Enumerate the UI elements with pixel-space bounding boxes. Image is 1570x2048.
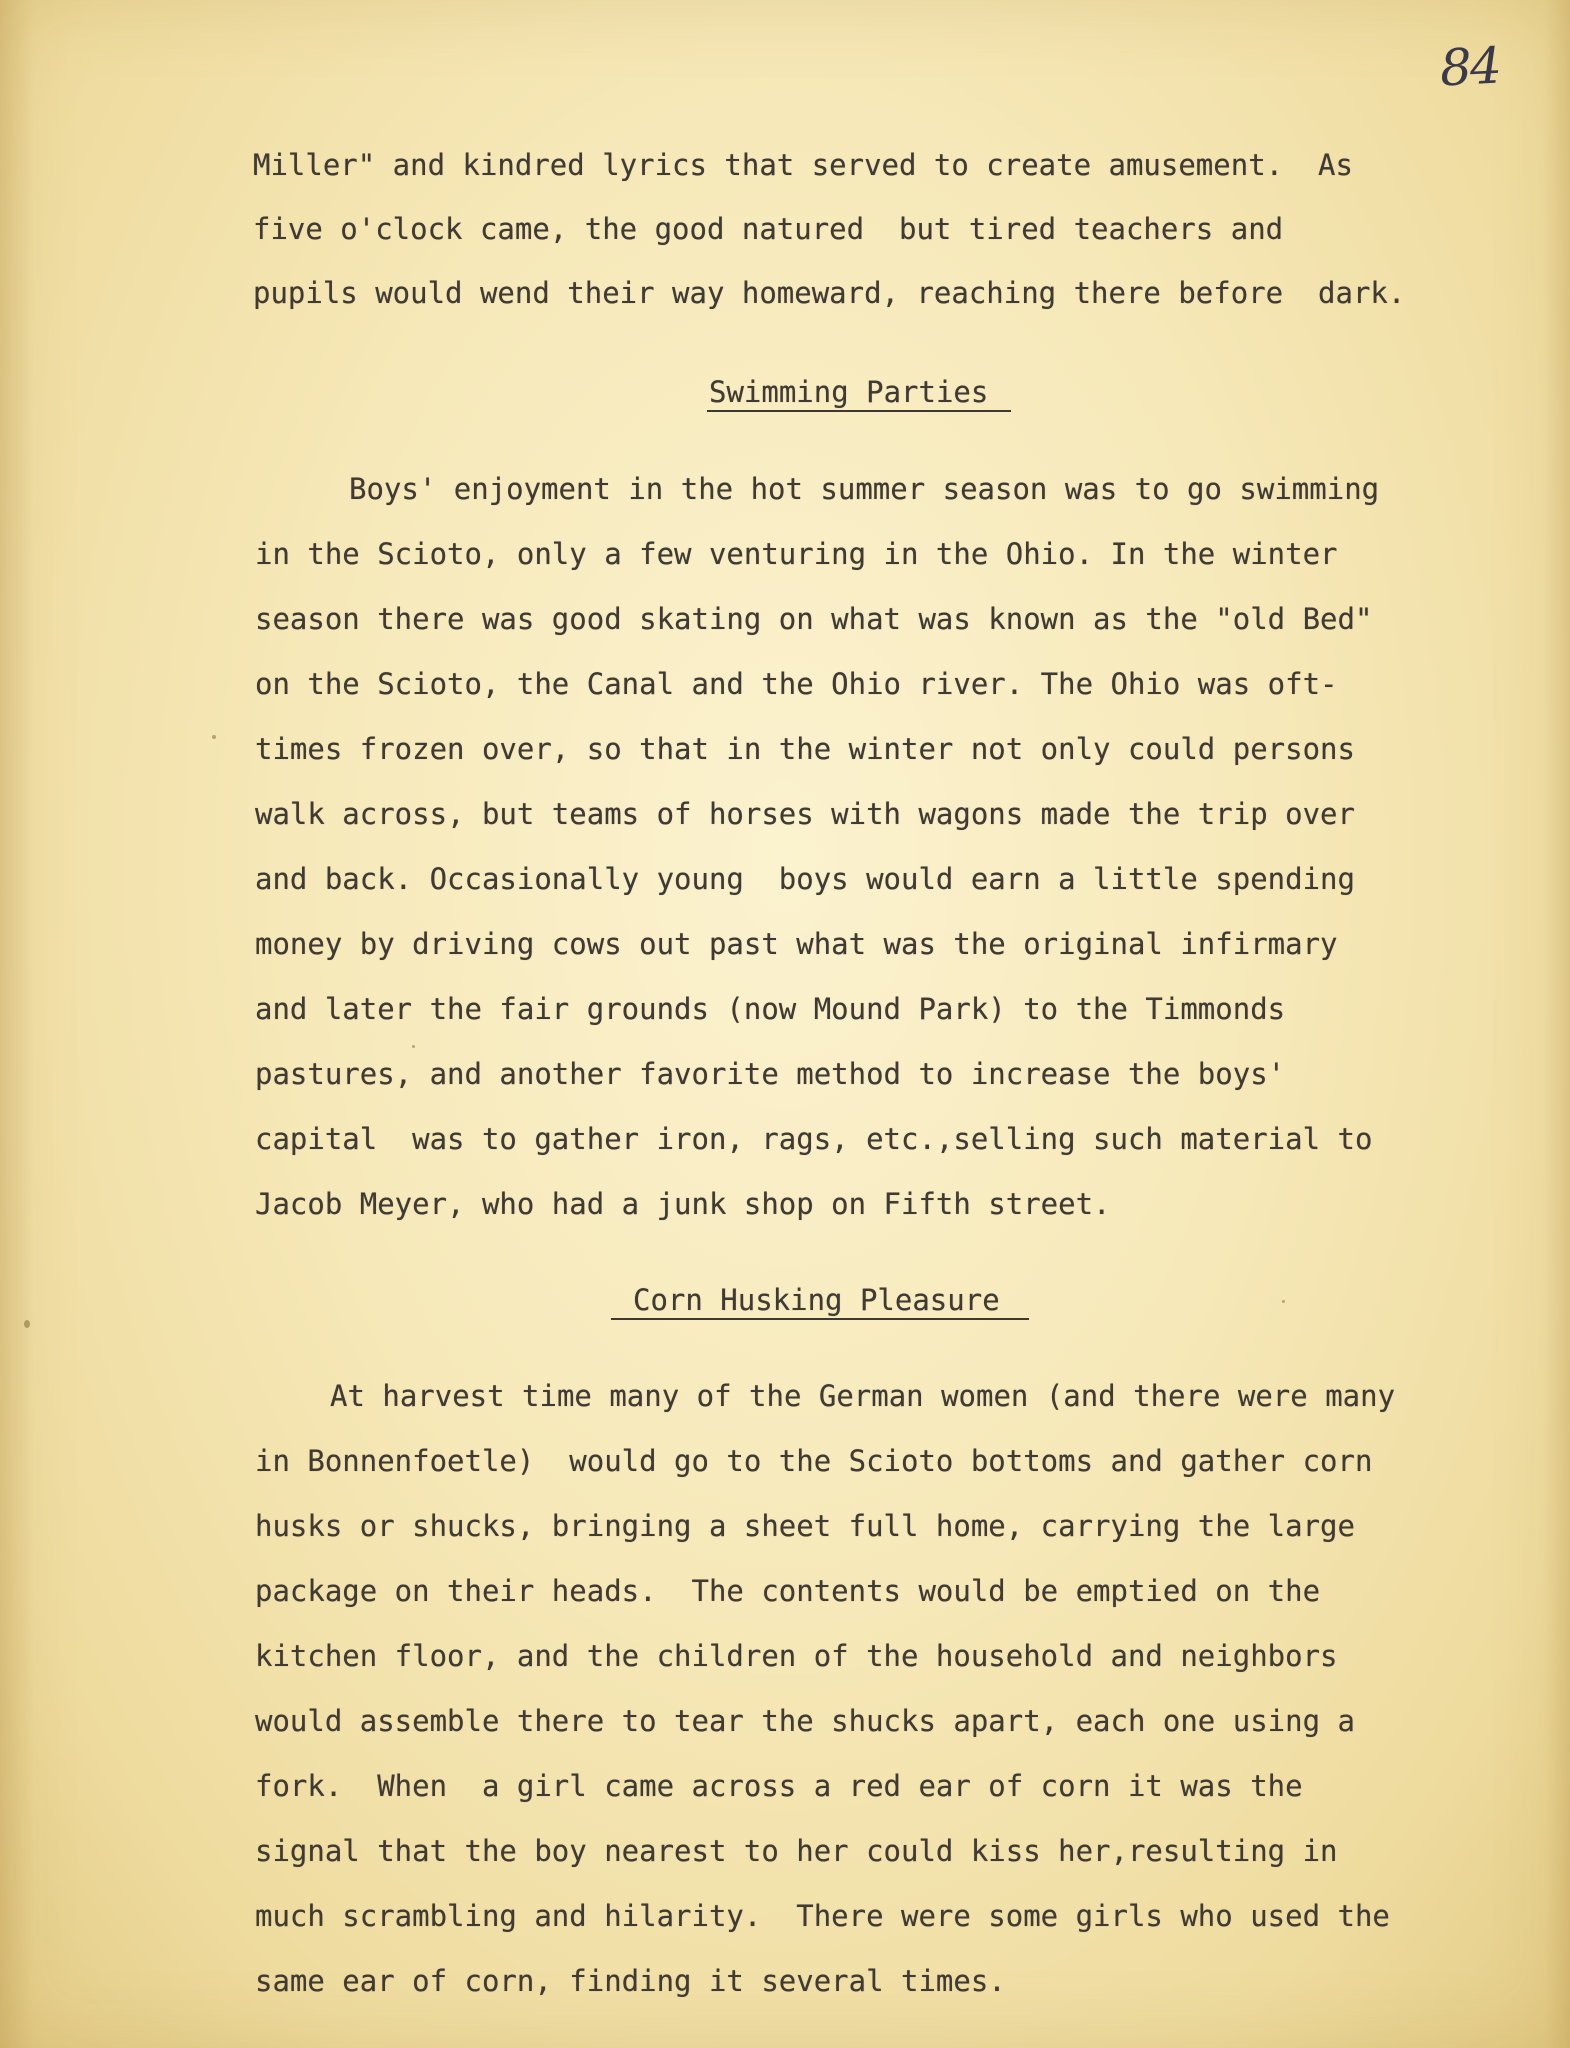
swimming-line-1: Boys' enjoyment in the hot summer season was to go swimming — [349, 472, 1380, 506]
paper-speck — [24, 1320, 30, 1328]
heading-corn-husking-pleasure: Corn Husking Pleasure — [633, 1283, 1000, 1317]
swimming-line-9: and later the fair grounds (now Mound Park) to the Timmonds — [255, 992, 1286, 1026]
intro-line-3: pupils would wend their way homeward, reaching there before dark. — [253, 276, 1406, 310]
swimming-line-4: on the Scioto, the Canal and the Ohio river. The Ohio was oft- — [255, 667, 1338, 701]
corn-line-7: fork. When a girl came across a red ear of corn it was the — [255, 1769, 1303, 1803]
corn-line-2: in Bonnenfoetle) would go to the Scioto bottoms and gather corn — [255, 1444, 1373, 1478]
swimming-line-8: money by driving cows out past what was the original infirmary — [255, 927, 1338, 961]
heading-underline-corn — [611, 1318, 1029, 1320]
paper-speck — [412, 1045, 415, 1048]
swimming-line-3: season there was good skating on what was known as the "old Bed" — [255, 602, 1373, 636]
corn-line-8: signal that the boy nearest to her could kiss her,resulting in — [255, 1834, 1338, 1868]
swimming-line-7: and back. Occasionally young boys would earn a little spending — [255, 862, 1355, 896]
heading-underline-swimming — [707, 410, 1011, 412]
swimming-line-11: capital was to gather iron, rags, etc.,selling such material to — [255, 1122, 1373, 1156]
corn-line-10: same ear of corn, finding it several times. — [255, 1964, 1006, 1998]
corn-line-4: package on their heads. The contents would be emptied on the — [255, 1574, 1321, 1608]
swimming-line-12: Jacob Meyer, who had a junk shop on Fifth street. — [255, 1187, 1111, 1221]
heading-swimming-parties: Swimming Parties — [709, 375, 989, 409]
swimming-line-2: in the Scioto, only a few venturing in the Ohio. In the winter — [255, 537, 1338, 571]
paper-speck — [1282, 1300, 1285, 1303]
page-number: 84 — [1438, 36, 1502, 98]
swimming-line-6: walk across, but teams of horses with wagons made the trip over — [255, 797, 1355, 831]
corn-line-5: kitchen floor, and the children of the household and neighbors — [255, 1639, 1338, 1673]
paper-speck — [212, 735, 216, 739]
swimming-line-10: pastures, and another favorite method to increase the boys' — [255, 1057, 1286, 1091]
corn-line-6: would assemble there to tear the shucks apart, each one using a — [255, 1704, 1355, 1738]
corn-line-9: much scrambling and hilarity. There were some girls who used the — [255, 1899, 1390, 1933]
corn-line-1: At harvest time many of the German women (and there were many — [330, 1379, 1396, 1413]
intro-line-2: five o'clock came, the good natured but tired teachers and — [253, 212, 1284, 246]
corn-line-3: husks or shucks, bringing a sheet full home, carrying the large — [255, 1509, 1355, 1543]
intro-line-1: Miller" and kindred lyrics that served to create amusement. As — [253, 148, 1353, 182]
swimming-line-5: times frozen over, so that in the winter not only could persons — [255, 732, 1355, 766]
